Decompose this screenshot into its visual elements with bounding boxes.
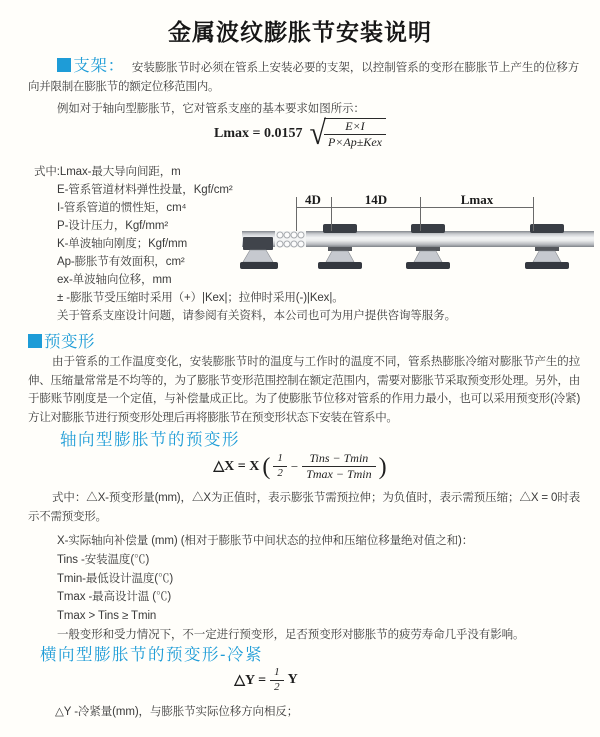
definition-line: 关于管系支座设计问题，请参阅有关资料，本公司也可为用户提供咨询等服务。: [57, 310, 456, 322]
formula-lhs: Lmax = 0.0157: [214, 126, 303, 141]
definition-line: ex-单波轴向位移，mm: [57, 274, 172, 286]
support-heading-label: 支架：: [73, 57, 125, 75]
lateral-subheading: 横向型膨胀节的预变形-冷紧: [40, 646, 263, 664]
definition-line: 一般变形和受力情况下，不一定进行预变形，足否预变形对膨胀节的疲劳寿命几乎没有影响。: [57, 628, 525, 641]
sqrt-radical-icon: √: [309, 114, 326, 152]
half-fraction: [273, 452, 287, 481]
definition-line: X-实际轴向补偿量 (mm) (相对于膨胀节中间状态的拉伸和压缩位移量绝对值之和)：: [57, 535, 474, 547]
axial-subheading: 轴向型膨胀节的预变形: [60, 431, 240, 449]
definition-line: ± -膨胀节受压缩时采用（+）|Kex|；拉伸时采用(-)|Kex|。: [57, 292, 344, 304]
lateral-predeform-formula: [0, 666, 566, 695]
dim-label-4d: 4D: [305, 192, 321, 207]
fraction-denominator: Tmax − Tmin: [306, 467, 372, 481]
lmax-formula: [0, 114, 600, 152]
pipe-support-diagram: [240, 192, 596, 292]
fraction-denominator: P×Ap±Kex: [327, 135, 382, 149]
temperature-fraction: [302, 451, 375, 482]
formula-rhs: Y: [287, 672, 298, 688]
definition-line: E-管系管道材料弹性投量，Kgf/cm²: [57, 184, 233, 196]
temperature-definitions: [57, 532, 524, 645]
fraction-numerator: 1: [273, 452, 287, 467]
minus-sign: −: [290, 458, 299, 474]
support-intro-paragraph: [28, 57, 579, 97]
fraction-numerator: 1: [270, 666, 284, 681]
formula-lhs: △X = X: [213, 459, 260, 474]
dim-label-lmax: Lmax: [460, 192, 494, 207]
half-fraction: [270, 666, 284, 695]
definition-line: Tmin-最低设计温度(℃): [57, 572, 174, 585]
open-paren: (: [262, 453, 271, 480]
axial-explain-paragraph: 式中：△X-预变形量(mm)，△X为正值时，表示膨张节需预拉伸；为负值时，表示需预压缩；△X = 0时表示不需预变形。: [28, 492, 580, 523]
page-title: 金属波纹膨胀节安装说明: [168, 19, 432, 45]
predeform-paragraph: 由于管系的工作温度变化，安装膨胀节时的温度与工作时的温度不同，管系热膨胀冷缩对膨胀节产生的拉伸、压缩量常常是不均等的，为了膨胀节变形范围控制在额定范围内，需要对膨胀节采取预变形处理。另外，由于膨账节刚度是一个定值，与补偿量成正比。为了使膨胀节位移对管系的作用力最小，也可以采用预变形(冷紧)方让对膨胀节进行预变形处理后再将膨胀节在预变形状态下安装在管系中。: [28, 356, 580, 425]
fraction-numerator: Tins − Tmin: [302, 451, 375, 467]
predeform-heading: [28, 328, 102, 352]
definition-line: 式中:Lmax-最大导向间距，m: [34, 166, 181, 178]
predeform-heading-label: 预变形: [44, 333, 95, 351]
close-paren: ): [378, 453, 387, 480]
fraction-numerator: E×I: [324, 119, 386, 135]
support-heading: [57, 57, 132, 75]
bellows-icon: [275, 231, 306, 247]
support-intro-text: 安装膨胀节时必须在管系上安装必要的支架，以控制管系的变形在膨胀节上产生的位移方向并限制在膨胀节的额定位移范围内。: [28, 62, 580, 93]
dim-label-14d: 14D: [364, 192, 388, 207]
axial-predeform-formula: [0, 451, 600, 482]
example-line: 例如对于轴向型膨胀节，它对管系支座的基本要求如图所示：: [57, 103, 365, 115]
definition-line: P-设计压力，Kgf/mm²: [57, 220, 169, 232]
blue-square-icon: [57, 58, 71, 72]
fraction-denominator: 2: [274, 680, 280, 693]
blue-square-icon: [28, 334, 42, 348]
definition-line: K-单波轴向刚度；Kgf/mm: [57, 238, 188, 250]
anchor-support: [240, 237, 278, 269]
lateral-note: △Y -冷紧量(mm)，与膨胀节实际位移方向相反；: [55, 706, 299, 718]
definition-line: Tins -安装温度(℃): [57, 553, 150, 566]
formula-lhs: △Y =: [234, 672, 267, 688]
fraction-denominator: 2: [277, 467, 283, 479]
definition-line: Ap-膨胀节有效面积，cm²: [57, 256, 185, 268]
definition-line: Tmax > Tins ≥ Tmin: [57, 610, 157, 623]
formula-fraction: [324, 118, 386, 150]
definition-line: Tmax -最高设计温 (℃): [57, 591, 172, 604]
definition-line: I-管系管道的惯性矩，cm⁴: [57, 202, 187, 214]
